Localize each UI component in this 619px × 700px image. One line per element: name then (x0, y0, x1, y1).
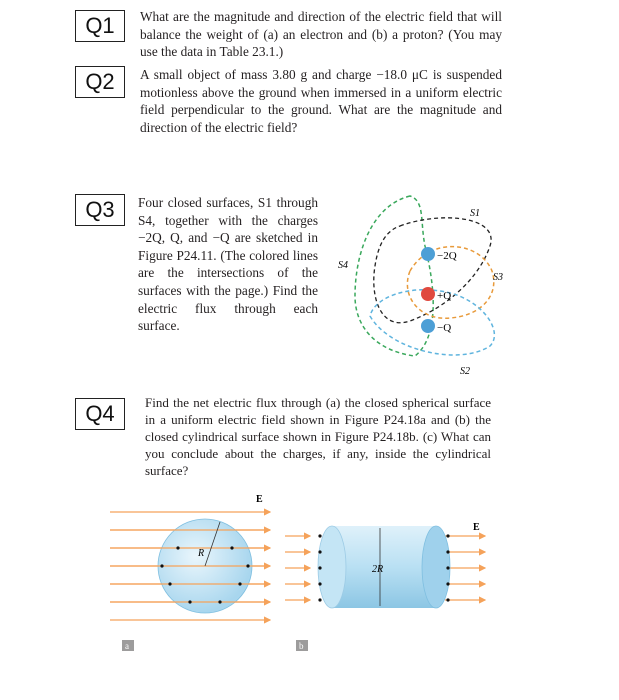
charge-label-minus-q: −Q (437, 322, 452, 334)
s3-label: S3 (493, 272, 503, 283)
charge-label-plus-q: +Q (437, 290, 452, 302)
q3-text: Four closed surfaces, S1 through S4, together with the charges −2Q, Q, and −Q are sketched in Figure P24.11. (The colored lines are the intersections of the surfaces with the page.) Find the electric flux through each surface. (138, 195, 318, 334)
panel-a-label: a (125, 641, 129, 651)
q3-label: Q3 (75, 194, 125, 226)
s2-label: S2 (460, 366, 470, 376)
field-label-a: E (256, 494, 263, 505)
figure-p24-11 (330, 186, 510, 376)
figure-p24-18 (110, 490, 610, 660)
sphere-radius-label: R (198, 548, 205, 559)
q2-text: A small object of mass 3.80 g and charge −18.0 μC is suspended motionless above the ground when immersed in a uniform electric field perpendicular to the ground. What are the magnitude and direction of the electric field? (140, 67, 502, 135)
negative-q-charge (421, 319, 435, 333)
negative-2q-charge (421, 247, 435, 261)
s4-label: S4 (338, 260, 348, 271)
q1-text: What are the magnitude and direction of the electric field that will balance the weight of (a) an electron and (b) a proton? (You may use the data in Table 23.1.) (140, 9, 502, 60)
q2-label: Q2 (75, 66, 125, 98)
charge-label-minus-2q: −2Q (437, 250, 457, 262)
s1-label: S1 (470, 208, 480, 219)
q1-label: Q1 (75, 10, 125, 42)
field-label-b: E (473, 522, 480, 533)
q4-label: Q4 (75, 398, 125, 430)
cylinder-diameter-label: 2R (372, 564, 384, 575)
q4-text: Find the net electric flux through (a) the closed spherical surface in a uniform electric field shown in Figure P24.18a and (b) the closed cylindrical surface shown in Figure P24.18b. (c) What can you conclude about the charges, if any, inside the cylindrical surface? (145, 395, 491, 478)
closed-cylinder (318, 526, 450, 608)
positive-q-charge (421, 287, 435, 301)
panel-b-label: b (299, 641, 304, 651)
